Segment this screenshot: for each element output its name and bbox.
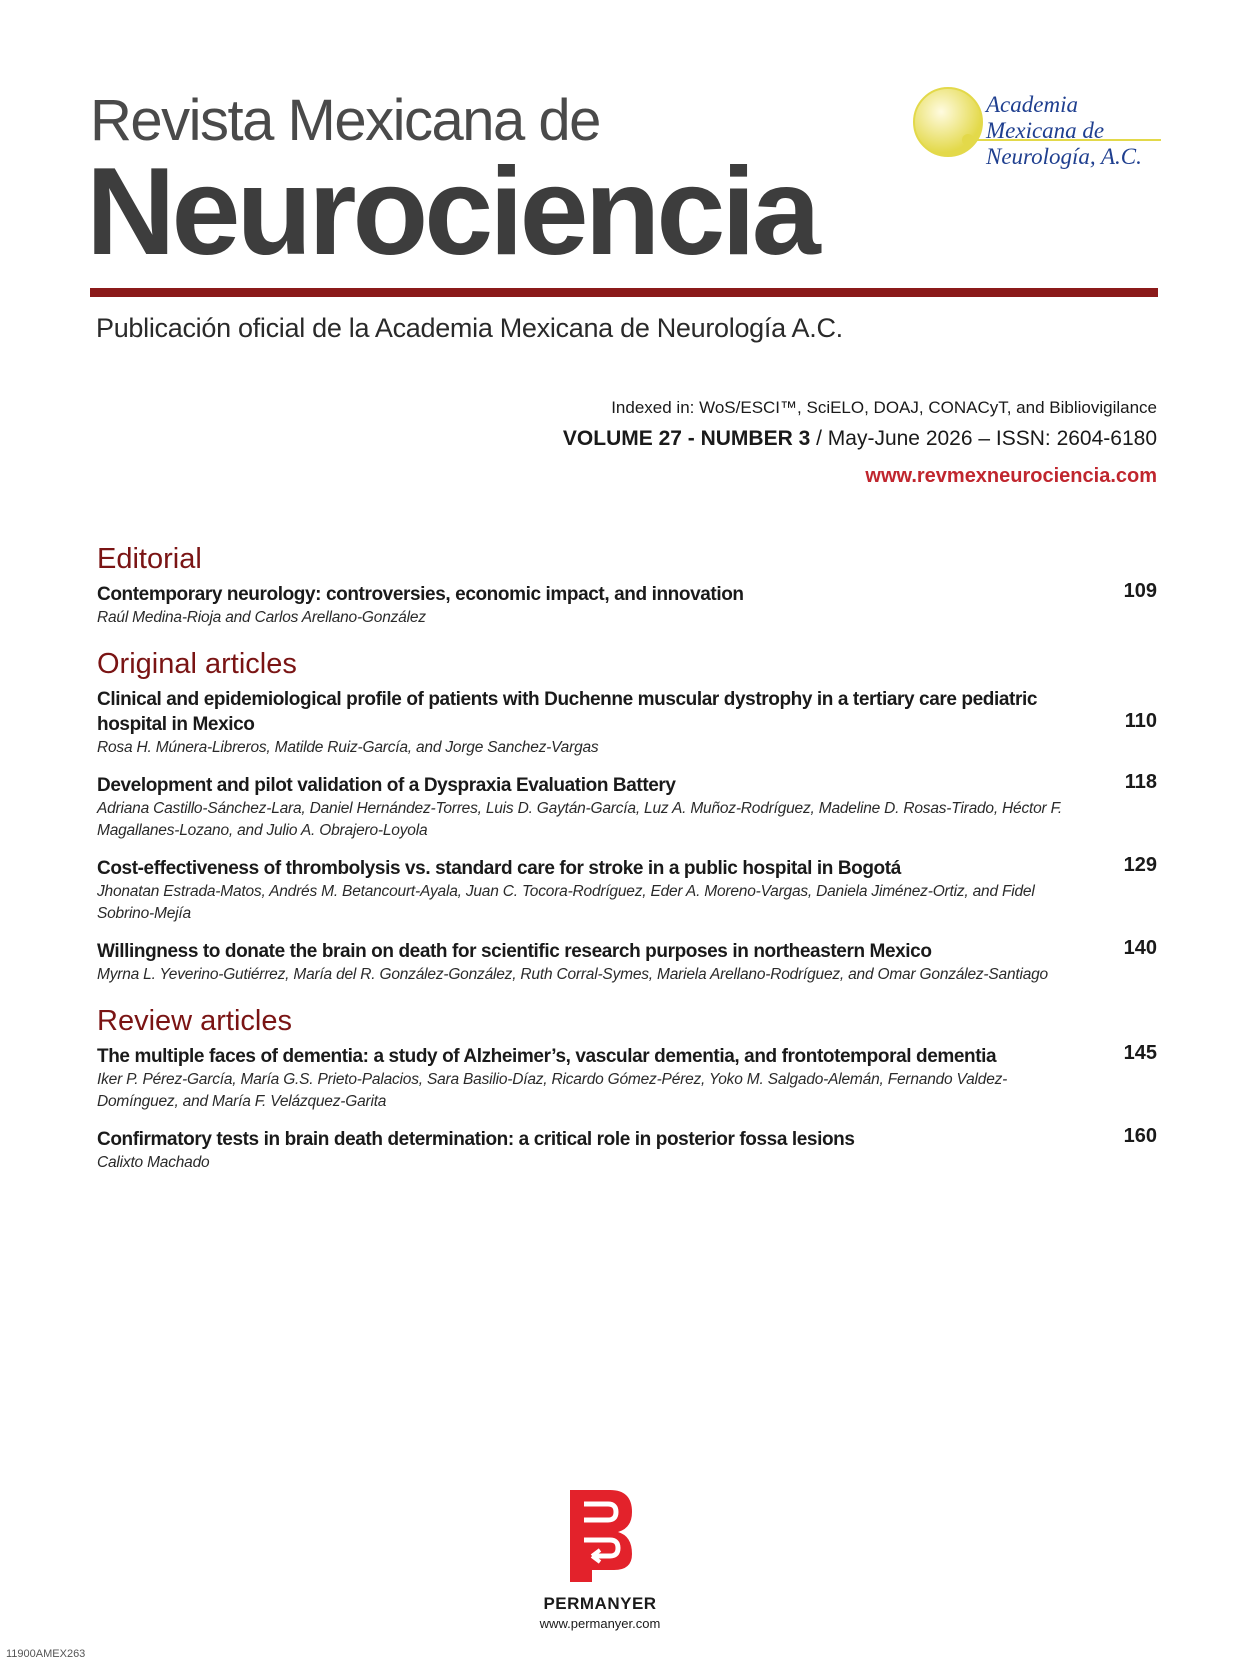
article-title[interactable]: Contemporary neurology: controversies, economic impact, and innovation xyxy=(97,584,744,605)
journal-title-line2: Neurociencia xyxy=(86,143,817,281)
section-heading: Review articles xyxy=(97,1005,292,1037)
toc-entry[interactable] xyxy=(97,582,1157,629)
publisher-url[interactable]: www.permanyer.com xyxy=(539,1616,661,1631)
journal-website-link[interactable]: www.revmexneurociencia.com xyxy=(865,465,1157,487)
article-title[interactable]: Development and pilot validation of a Dyspraxia Evaluation Battery xyxy=(97,775,676,796)
indexing-info: Indexed in: WoS/ESCI™, SciELO, DOAJ, CONACyT, and Bibliovigilance xyxy=(611,398,1157,417)
masthead-rule xyxy=(90,288,1158,297)
article-authors: Rosa H. Múnera-Libreros, Matilde Ruiz-García, and Jorge Sanchez-Vargas xyxy=(97,739,599,756)
article-authors: Raúl Medina-Rioja and Carlos Arellano-González xyxy=(97,609,426,626)
toc-entry[interactable] xyxy=(97,1127,1157,1174)
article-title[interactable]: Clinical and epidemiological profile of patients with Duchenne muscular dystrophy in a tertiary care pediatric hospital in Mexico xyxy=(97,689,1038,735)
article-authors: Iker P. Pérez-García, María G.S. Prieto-Palacios, Sara Basilio-Díaz, Ricardo Gómez-Pérez, Yoko M. Salgado-Alemán, Fernando Valdez-Domínguez, and María F. Velázquez-Garita xyxy=(97,1071,1008,1110)
article-title[interactable]: Confirmatory tests in brain death determination: a critical role in posterior fossa lesions xyxy=(97,1129,855,1150)
article-page-number: 118 xyxy=(1124,771,1157,793)
toc-entry[interactable] xyxy=(97,939,1157,986)
article-page-number: 129 xyxy=(1123,854,1157,876)
publisher-name: PERMANYER xyxy=(543,1594,657,1613)
article-title[interactable]: The multiple faces of dementia: a study of Alzheimer’s, vascular dementia, and frontotemporal dementia xyxy=(97,1046,997,1067)
toc-entry[interactable] xyxy=(97,856,1157,925)
article-page-number: 160 xyxy=(1123,1125,1157,1147)
volume-date-issn: / May-June 2026 – ISSN: 2604-6180 xyxy=(810,427,1157,450)
toc-entry[interactable] xyxy=(97,687,1157,759)
article-authors: Myrna L. Yeverino-Gutiérrez, María del R. González-González, Ruth Corral-Symes, Mariela Arellano-Rodríguez, and Omar González-Santiago xyxy=(97,966,1048,983)
article-page-number: 109 xyxy=(1123,580,1157,602)
academy-line2: Mexicana de xyxy=(986,118,1105,143)
article-title[interactable]: Cost-effectiveness of thrombolysis vs. standard care for stroke in a public hospital in Bogotá xyxy=(97,858,901,879)
toc-entry[interactable] xyxy=(97,1044,1157,1113)
permanyer-logo-icon xyxy=(570,1490,632,1582)
toc-section xyxy=(97,542,1157,629)
academy-logo-text xyxy=(986,92,1142,170)
article-page-number: 145 xyxy=(1123,1042,1157,1064)
journal-title-line1: Revista Mexicana de xyxy=(90,88,600,153)
section-heading: Original articles xyxy=(97,648,297,680)
table-of-contents xyxy=(97,542,1157,1192)
toc-section xyxy=(97,647,1157,986)
volume-number: VOLUME 27 - NUMBER 3 xyxy=(562,427,811,450)
article-page-number: 140 xyxy=(1123,937,1157,959)
article-authors: Calixto Machado xyxy=(97,1154,210,1171)
article-title[interactable]: Willingness to donate the brain on death for scientific research purposes in northeastern Mexico xyxy=(97,941,932,962)
article-authors: Jhonatan Estrada-Matos, Andrés M. Betancourt-Ayala, Juan C. Tocora-Rodríguez, Eder A. Moreno-Vargas, Daniela Jiménez-Ortiz, and Fidel Sobrino-Mejía xyxy=(97,883,1035,922)
article-page-number: 110 xyxy=(1124,710,1157,732)
article-authors: Adriana Castillo-Sánchez-Lara, Daniel Hernández-Torres, Luis D. Gaytán-García, Luz A. Muñoz-Rodríguez, Madeline D. Rosas-Tirado, Héctor F. Magallanes-Lozano, and Julio A. Obrajero-Loyola xyxy=(97,800,1062,839)
journal-subtitle: Publicación oficial de la Academia Mexicana de Neurología A.C. xyxy=(96,313,843,343)
toc-entry[interactable] xyxy=(97,773,1157,842)
toc-section xyxy=(97,1004,1157,1174)
academy-line1: Academia xyxy=(986,92,1078,117)
section-heading: Editorial xyxy=(97,543,202,575)
print-code: 11900AMEX263 xyxy=(6,1648,86,1660)
volume-info xyxy=(563,427,1157,451)
academy-line3: Neurología, A.C. xyxy=(986,144,1142,169)
